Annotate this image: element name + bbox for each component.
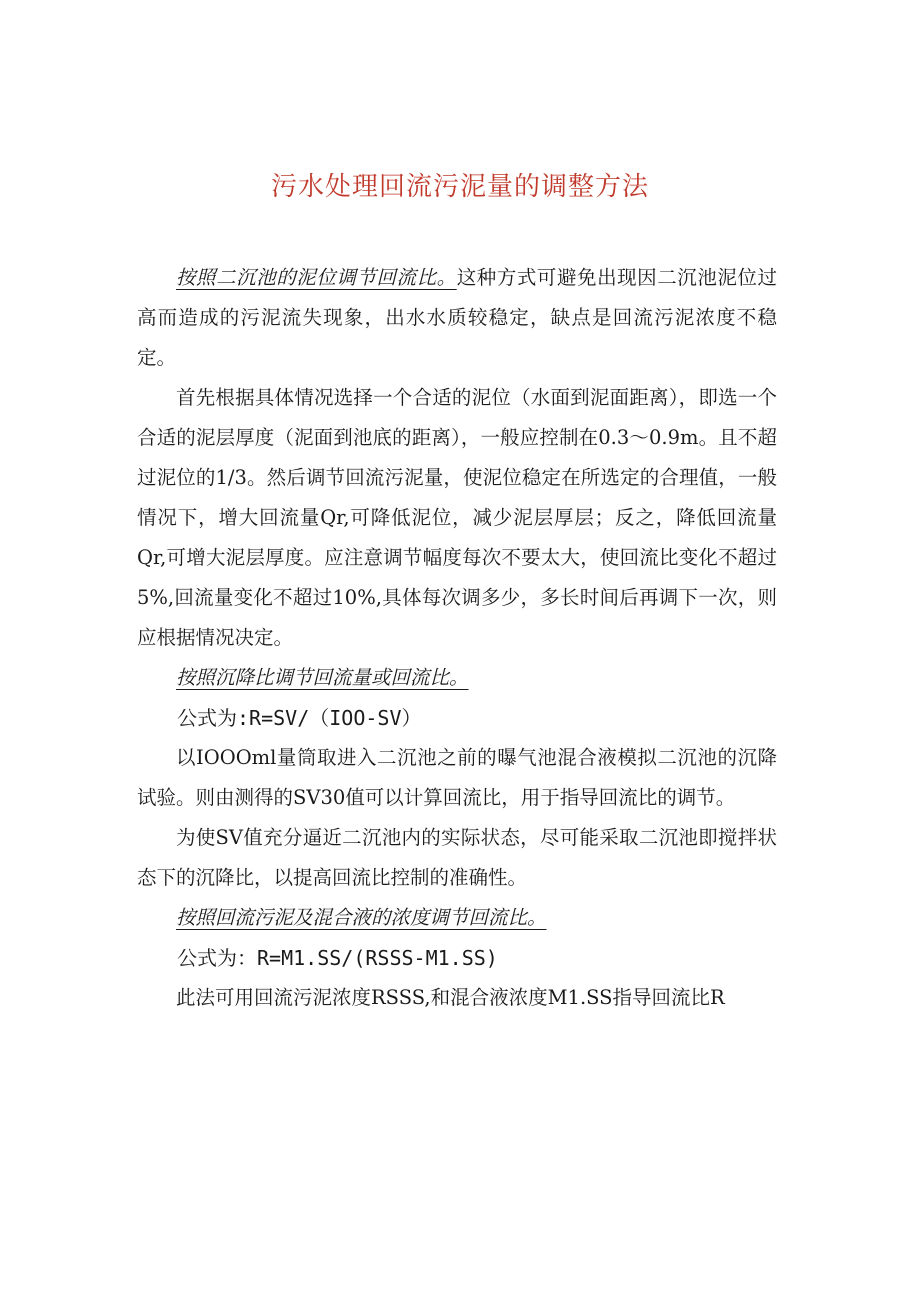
page-title: 污水处理回流污泥量的调整方法 [270,172,649,202]
document-body [137,258,777,1018]
paragraph-1 [137,258,777,378]
section-heading-2 [137,658,777,698]
paragraph-4: 为使SV值充分逼近二沉池内的实际状态，尽可能采取二沉池即搅拌状态下的沉降比，以提高回流比控制的准确性。 [137,826,777,889]
paragraph-1-text: 这种方式可避免出现因二沉池泥位过高而造成的污泥流失现象，出水水质较稳定，缺点是回流污泥浓度不稳定。 [137,266,777,369]
paragraph-2: 首先根据具体情况选择一个合适的泥位（水面到泥面距离），即选一个合适的泥层厚度（泥面到池底的距离），一般应控制在0.3～0.9m。且不超过泥位的1/3。然后调节回流污泥量，使泥位稳定在所选定的合理值，一般情况下，增大回流量Qr,可降低泥位，减少泥层厚层；反之，降低回流量Qr,可增大泥层厚度。应注意调节幅度每次不要太大，使回流比变化不超过5%,回流量变化不超过10%,具体每次调多少，多长时间后再调下一次，则应根据情况决定。 [137,386,777,649]
section-heading-3 [137,898,777,938]
paragraph-5: 此法可用回流污泥浓度RSSS,和混合液浓度M1.SS指导回流比R [176,986,725,1009]
section-heading-3-text: 按照回流污泥及混合液的浓度调节回流比。 [176,906,547,929]
section-heading-1: 按照二沉池的泥位调节回流比。 [176,266,457,289]
section-heading-2-text: 按照沉降比调节回流量或回流比。 [176,666,469,689]
formula-2: 公式为：R=M1.SS/(RSSS-M1.SS) [177,946,498,970]
paragraph-3: 以IOOOml量筒取进入二沉池之前的曝气池混合液模拟二沉池的沉降试验。则由测得的SV30值可以计算回流比，用于指导回流比的调节。 [137,746,777,809]
formula-1: 公式为:R=SV/（IOO-SV） [177,706,422,730]
